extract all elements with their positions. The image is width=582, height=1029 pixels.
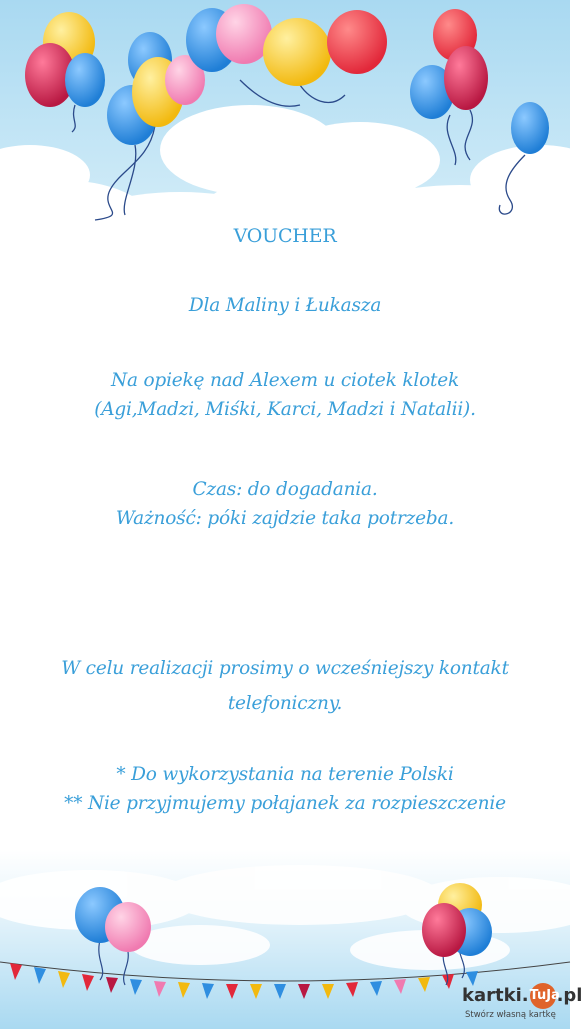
contact-line-1: W celu realizacji prosimy o wcześniejszy kontakt — [61, 658, 509, 679]
logo-wordmark — [462, 983, 582, 1009]
time-line: Czas: do dogadania. — [192, 479, 378, 500]
offer-line-2: (Agi,Madzi, Miśki, Karci, Madzi i Natalii). — [94, 399, 476, 420]
logo-circle-badge: TuJa — [530, 983, 556, 1009]
offer-line-1: Na opiekę nad Alexem u ciotek klotek — [110, 370, 460, 391]
balloons-top-illustration — [0, 0, 570, 250]
voucher-title: VOUCHER — [233, 225, 337, 247]
contact-block — [0, 651, 570, 721]
logo-prefix: kartki. — [462, 985, 529, 1006]
terms-block — [0, 475, 570, 533]
logo-tagline: Stwórz własną kartkę — [465, 1010, 556, 1020]
validity-line: Ważność: póki zajdzie taka potrzeba. — [115, 508, 455, 529]
footnote-2: ** Nie przyjmujemy połajanek za rozpieszczenie — [64, 793, 506, 814]
kartki-tuja-logo[interactable] — [462, 979, 582, 1025]
dedication-block — [0, 291, 570, 320]
voucher-dedication: Dla Maliny i Łukasza — [188, 295, 382, 316]
footnote-1: * Do wykorzystania na terenie Polski — [116, 764, 454, 785]
voucher-text-block — [0, 222, 570, 251]
offer-block — [0, 366, 570, 424]
footnotes-block — [0, 760, 570, 818]
contact-line-2: telefoniczny. — [227, 693, 343, 714]
logo-suffix: .pl — [556, 985, 582, 1006]
